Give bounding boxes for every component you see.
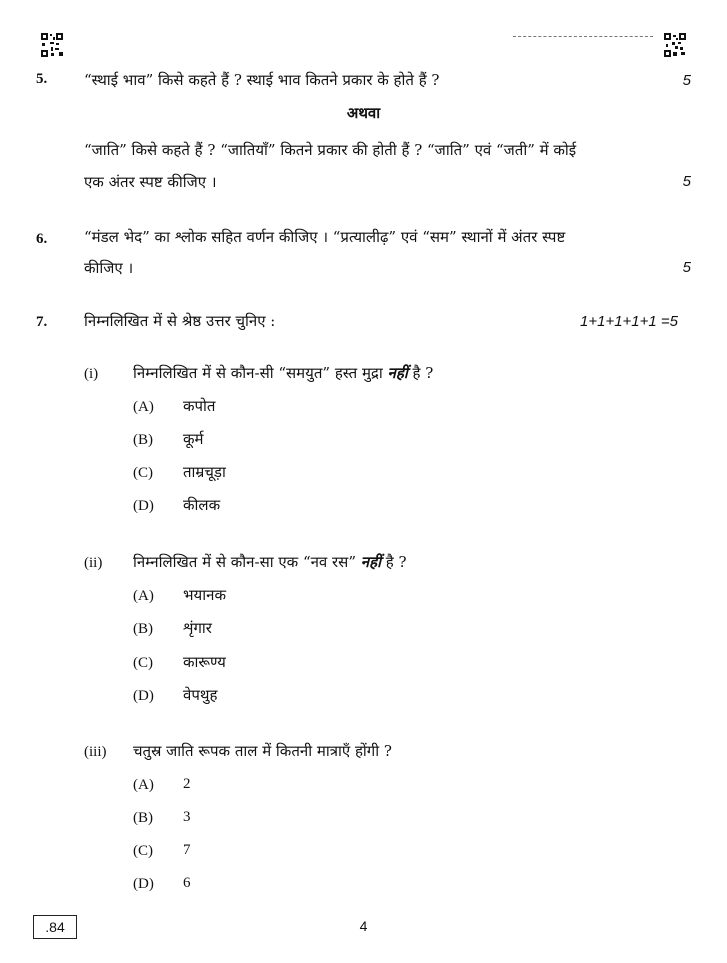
option-label: (C) bbox=[133, 655, 153, 671]
option-label: (C) bbox=[133, 465, 153, 481]
option-text: वेपथुह bbox=[183, 686, 218, 704]
sub-question-text bbox=[133, 739, 392, 763]
option-label: (B) bbox=[133, 432, 153, 448]
question-number: 5. bbox=[36, 71, 48, 87]
option-text: कूर्म bbox=[183, 430, 204, 448]
question-text: निम्नलिखित में से श्रेष्ठ उत्तर चुनिए : bbox=[84, 312, 276, 330]
sub-question-text-post: है ? bbox=[412, 364, 434, 382]
emphasis-text: नहीं bbox=[360, 553, 381, 571]
option-text: भयानक bbox=[183, 586, 226, 604]
option-text: शृंगार bbox=[183, 619, 212, 637]
question-number: 7. bbox=[36, 314, 48, 330]
question-text: कीजिए । bbox=[84, 259, 134, 277]
sub-question-text-post: है ? bbox=[385, 553, 407, 571]
option-text: कीलक bbox=[183, 496, 221, 514]
option-label: (C) bbox=[133, 843, 153, 859]
question-text: एक अंतर स्पष्ट कीजिए । bbox=[84, 173, 217, 191]
sub-question-text-pre: निम्नलिखित में से कौन-सी “समयुत” हस्त मुद्रा bbox=[133, 364, 383, 382]
marks: 5 bbox=[682, 259, 691, 276]
qr-code-icon bbox=[41, 33, 63, 57]
option-text: 3 bbox=[183, 809, 191, 825]
option-text: 7 bbox=[183, 842, 191, 858]
sub-question-text bbox=[133, 550, 407, 574]
paper-code: .84 bbox=[45, 919, 65, 935]
question-text: “जाति” किसे कहते हैं ? “जातियाँ” कितने प्रकार की होती हैं ? “जाति” एवं “जती” में कोई bbox=[84, 141, 577, 159]
marks: 1+1+1+1+1 =5 bbox=[580, 313, 679, 330]
option-label: (B) bbox=[133, 810, 153, 826]
marks: 5 bbox=[682, 72, 691, 89]
page-number: 4 bbox=[359, 918, 368, 934]
question-text: “स्थाई भाव” किसे कहते हैं ? स्थाई भाव कितने प्रकार के होते हैं ? bbox=[84, 71, 440, 89]
sub-question-label: (i) bbox=[84, 366, 99, 382]
option-label: (D) bbox=[133, 498, 154, 514]
marks: 5 bbox=[682, 173, 691, 190]
sub-question-text bbox=[133, 361, 433, 385]
option-label: (D) bbox=[133, 688, 154, 704]
option-text: कपोत bbox=[183, 397, 216, 415]
header-divider bbox=[513, 36, 653, 37]
option-label: (A) bbox=[133, 399, 154, 415]
option-label: (A) bbox=[133, 588, 154, 604]
option-label: (B) bbox=[133, 621, 153, 637]
option-text: कारूण्य bbox=[183, 653, 226, 671]
option-text: ताम्रचूड़ा bbox=[183, 463, 226, 481]
sub-question-label: (ii) bbox=[84, 555, 103, 571]
qr-code-icon bbox=[664, 33, 686, 57]
option-label: (D) bbox=[133, 876, 154, 892]
option-text: 2 bbox=[183, 776, 191, 792]
emphasis-text: नहीं bbox=[387, 364, 408, 382]
sub-question-text-pre: निम्नलिखित में से कौन-सा एक “नव रस” bbox=[133, 553, 356, 571]
option-label: (A) bbox=[133, 777, 154, 793]
question-number: 6. bbox=[36, 231, 48, 247]
option-text: 6 bbox=[183, 875, 191, 891]
sub-question-text-pre: चतुस्र जाति रूपक ताल में कितनी मात्राएँ होंगी ? bbox=[133, 742, 392, 760]
question-text: “मंडल भेद” का श्लोक सहित वर्णन कीजिए । “प्रत्यालीढ़” एवं “सम” स्थानों में अंतर स्पष्ट bbox=[84, 228, 566, 246]
sub-question-label: (iii) bbox=[84, 744, 107, 760]
or-label: अथवा bbox=[346, 104, 381, 122]
